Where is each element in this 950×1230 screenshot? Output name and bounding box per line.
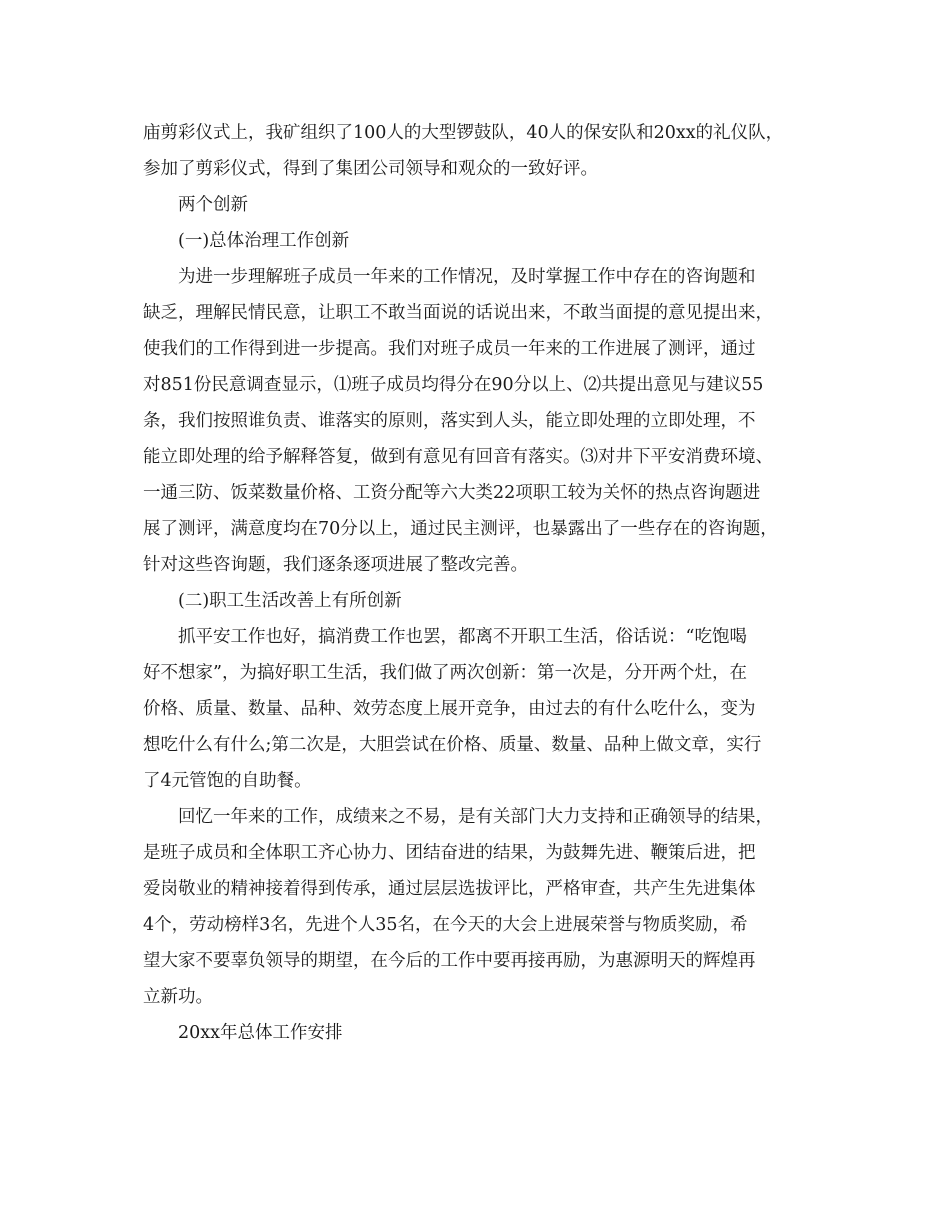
body-line: 对851份民意调查显示，⑴班子成员均得分在90分以上、⑵共提出意见与建议55: [143, 375, 764, 395]
body-line: 使我们的工作得到进一步提高。我们对班子成员一年来的工作进展了测评，通过: [143, 339, 756, 359]
body-line: 爱岗敬业的精神接着得到传承，通过层层选拔评比，严格审查，共产生先进集体: [143, 879, 756, 899]
body-line: 条，我们按照谁负责、谁落实的原则，落实到人头，能立即处理的立即处理，不: [143, 411, 756, 431]
body-line: 了4元管饱的自助餐。: [143, 771, 312, 791]
body-line: 想吃什么有什么;第二次是，大胆尝试在价格、质量、数量、品种上做文章，实行: [143, 735, 762, 755]
body-line: 是班子成员和全体职工齐心协力、团结奋进的结果，为鼓舞先进、鞭策后进，把: [143, 843, 756, 863]
body-line: 4个，劳动榜样3名，先进个人35名，在今天的大会上进展荣誉与物质奖励，希: [143, 915, 748, 935]
body-line: 参加了剪彩仪式，得到了集团公司领导和观众的一致好评。: [143, 159, 598, 179]
body-line: 好不想家”，为搞好职工生活，我们做了两次创新：第一次是，分开两个灶，在: [143, 663, 747, 683]
body-line: 价格、质量、数量、品种、效劳态度上展开竞争，由过去的有什么吃什么，变为: [143, 699, 756, 719]
body-line: 立新功。: [143, 987, 213, 1007]
paragraph-first-line: 抓平安工作也好，搞消费工作也罢，都离不开职工生活，俗话说：“吃饱喝: [178, 627, 747, 647]
body-line: 针对这些咨询题，我们逐条逐项进展了整改完善。: [143, 555, 528, 575]
subsection-heading: (一)总体治理工作创新: [178, 231, 350, 251]
paragraph-first-line: 为进一步理解班子成员一年来的工作情况，及时掌握工作中存在的咨询题和: [178, 267, 756, 287]
body-line: 一通三防、饭菜数量价格、工资分配等六大类22项职工较为关怀的热点咨询题进: [143, 483, 761, 503]
body-line: 缺乏，理解民情民意，让职工不敢当面说的话说出来，不敢当面提的意见提出来，: [143, 303, 773, 323]
section-heading: 两个创新: [178, 195, 248, 215]
subsection-heading: (二)职工生活改善上有所创新: [178, 591, 402, 611]
section-heading: 20xx年总体工作安排: [178, 1023, 343, 1043]
body-line: 能立即处理的给予解释答复，做到有意见有回音有落实。⑶对井下平安消费环境、: [143, 447, 773, 467]
body-line: 望大家不要辜负领导的期望，在今后的工作中要再接再励，为惠源明天的辉煌再: [143, 951, 756, 971]
body-line: 庙剪彩仪式上，我矿组织了100人的大型锣鼓队，40人的保安队和20xx的礼仪队，: [143, 123, 784, 143]
body-line: 展了测评，满意度均在70分以上，通过民主测评，也暴露出了一些存在的咨询题，: [143, 519, 778, 539]
paragraph-first-line: 回忆一年来的工作，成绩来之不易，是有关部门大力支持和正确领导的结果，: [178, 807, 773, 827]
